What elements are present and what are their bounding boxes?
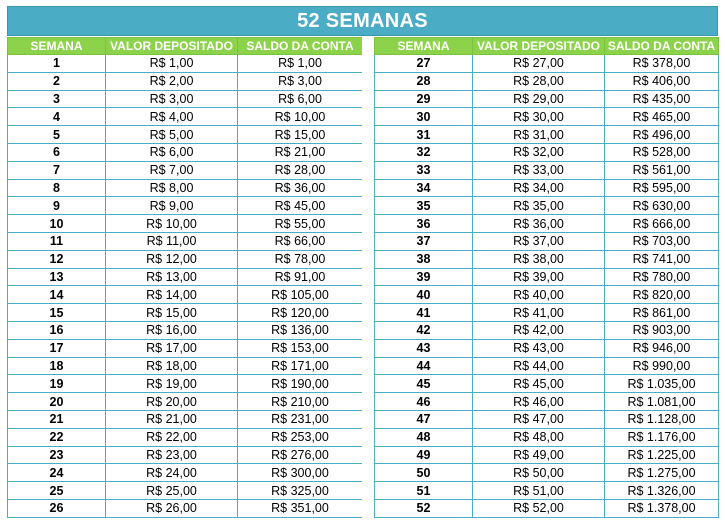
table-row	[375, 90, 719, 108]
balance-cell: R$ 435,00	[605, 90, 719, 108]
page-title: 52 SEMANAS	[7, 6, 718, 36]
week-cell: 34	[375, 179, 473, 197]
table-row	[8, 464, 363, 482]
deposit-cell: R$ 47,00	[473, 410, 605, 428]
balance-cell: R$ 136,00	[238, 321, 363, 339]
week-cell: 3	[8, 90, 106, 108]
table-row	[375, 72, 719, 90]
balance-cell: R$ 820,00	[605, 286, 719, 304]
table-row	[375, 357, 719, 375]
balance-cell: R$ 1.326,00	[605, 482, 719, 500]
balance-cell: R$ 990,00	[605, 357, 719, 375]
deposit-cell: R$ 3,00	[106, 90, 238, 108]
table-row	[8, 428, 363, 446]
balance-cell: R$ 21,00	[238, 143, 363, 161]
balance-cell: R$ 903,00	[605, 321, 719, 339]
week-cell: 24	[8, 464, 106, 482]
table-row	[375, 304, 719, 322]
balance-cell: R$ 325,00	[238, 482, 363, 500]
deposit-cell: R$ 27,00	[473, 55, 605, 73]
balance-cell: R$ 780,00	[605, 268, 719, 286]
balance-cell: R$ 171,00	[238, 357, 363, 375]
table-row	[8, 304, 363, 322]
column-header-balance: SALDO DA CONTA	[238, 38, 363, 55]
week-cell: 38	[375, 250, 473, 268]
table-row	[375, 143, 719, 161]
table-row	[375, 161, 719, 179]
balance-cell: R$ 231,00	[238, 410, 363, 428]
balance-cell: R$ 861,00	[605, 304, 719, 322]
deposit-cell: R$ 25,00	[106, 482, 238, 500]
table-row	[375, 446, 719, 464]
week-cell: 23	[8, 446, 106, 464]
week-cell: 12	[8, 250, 106, 268]
deposit-cell: R$ 36,00	[473, 215, 605, 233]
deposit-cell: R$ 33,00	[473, 161, 605, 179]
deposit-cell: R$ 34,00	[473, 179, 605, 197]
deposit-cell: R$ 17,00	[106, 339, 238, 357]
table-row	[375, 55, 719, 73]
week-cell: 13	[8, 268, 106, 286]
table-row	[8, 90, 363, 108]
balance-cell: R$ 105,00	[238, 286, 363, 304]
deposit-cell: R$ 24,00	[106, 464, 238, 482]
table-row	[8, 55, 363, 73]
week-cell: 25	[8, 482, 106, 500]
table-row	[8, 72, 363, 90]
balance-cell: R$ 10,00	[238, 108, 363, 126]
table-row	[8, 446, 363, 464]
week-cell: 46	[375, 393, 473, 411]
deposit-cell: R$ 12,00	[106, 250, 238, 268]
table-row	[8, 179, 363, 197]
deposit-cell: R$ 11,00	[106, 232, 238, 250]
deposit-cell: R$ 15,00	[106, 304, 238, 322]
balance-cell: R$ 465,00	[605, 108, 719, 126]
deposit-cell: R$ 13,00	[106, 268, 238, 286]
balance-cell: R$ 300,00	[238, 464, 363, 482]
deposit-cell: R$ 1,00	[106, 55, 238, 73]
table-row	[8, 339, 363, 357]
week-cell: 36	[375, 215, 473, 233]
balance-cell: R$ 1.035,00	[605, 375, 719, 393]
deposit-cell: R$ 49,00	[473, 446, 605, 464]
deposit-cell: R$ 37,00	[473, 232, 605, 250]
week-cell: 29	[375, 90, 473, 108]
balance-cell: R$ 66,00	[238, 232, 363, 250]
deposit-cell: R$ 20,00	[106, 393, 238, 411]
week-cell: 18	[8, 357, 106, 375]
week-cell: 47	[375, 410, 473, 428]
deposit-cell: R$ 39,00	[473, 268, 605, 286]
week-cell: 27	[375, 55, 473, 73]
balance-cell: R$ 1.176,00	[605, 428, 719, 446]
deposit-cell: R$ 43,00	[473, 339, 605, 357]
week-cell: 6	[8, 143, 106, 161]
week-cell: 10	[8, 215, 106, 233]
week-cell: 9	[8, 197, 106, 215]
table-header-row	[375, 38, 719, 55]
table-row	[8, 232, 363, 250]
deposit-cell: R$ 21,00	[106, 410, 238, 428]
balance-cell: R$ 351,00	[238, 499, 363, 517]
balance-cell: R$ 496,00	[605, 126, 719, 144]
deposit-cell: R$ 26,00	[106, 499, 238, 517]
column-header-week: SEMANA	[8, 38, 106, 55]
deposit-cell: R$ 8,00	[106, 179, 238, 197]
table-header-row	[8, 38, 363, 55]
table-row	[375, 428, 719, 446]
balance-cell: R$ 1.378,00	[605, 499, 719, 517]
table-row	[375, 126, 719, 144]
week-cell: 30	[375, 108, 473, 126]
table-row	[8, 126, 363, 144]
week-cell: 35	[375, 197, 473, 215]
column-header-deposit: VALOR DEPOSITADO	[473, 38, 605, 55]
balance-cell: R$ 528,00	[605, 143, 719, 161]
deposit-cell: R$ 48,00	[473, 428, 605, 446]
table-row	[375, 232, 719, 250]
table-row	[375, 499, 719, 517]
balance-cell: R$ 406,00	[605, 72, 719, 90]
week-cell: 42	[375, 321, 473, 339]
balance-cell: R$ 946,00	[605, 339, 719, 357]
deposit-cell: R$ 42,00	[473, 321, 605, 339]
week-cell: 31	[375, 126, 473, 144]
deposit-cell: R$ 51,00	[473, 482, 605, 500]
deposit-cell: R$ 5,00	[106, 126, 238, 144]
deposit-cell: R$ 30,00	[473, 108, 605, 126]
week-cell: 52	[375, 499, 473, 517]
table-row	[375, 321, 719, 339]
table-row	[8, 250, 363, 268]
table-row	[375, 179, 719, 197]
table-row	[375, 197, 719, 215]
table-row	[375, 215, 719, 233]
week-cell: 8	[8, 179, 106, 197]
week-cell: 16	[8, 321, 106, 339]
table-row	[8, 143, 363, 161]
deposit-cell: R$ 41,00	[473, 304, 605, 322]
week-cell: 45	[375, 375, 473, 393]
column-header-deposit: VALOR DEPOSITADO	[106, 38, 238, 55]
balance-cell: R$ 45,00	[238, 197, 363, 215]
table-row	[8, 499, 363, 517]
deposit-cell: R$ 23,00	[106, 446, 238, 464]
week-cell: 49	[375, 446, 473, 464]
balance-cell: R$ 1.081,00	[605, 393, 719, 411]
table-row	[8, 197, 363, 215]
week-cell: 17	[8, 339, 106, 357]
balance-cell: R$ 253,00	[238, 428, 363, 446]
balance-cell: R$ 190,00	[238, 375, 363, 393]
table-row	[8, 393, 363, 411]
balance-cell: R$ 6,00	[238, 90, 363, 108]
balance-cell: R$ 378,00	[605, 55, 719, 73]
table-row	[8, 321, 363, 339]
deposit-cell: R$ 28,00	[473, 72, 605, 90]
week-cell: 32	[375, 143, 473, 161]
week-cell: 2	[8, 72, 106, 90]
deposit-cell: R$ 22,00	[106, 428, 238, 446]
balance-cell: R$ 630,00	[605, 197, 719, 215]
balance-cell: R$ 28,00	[238, 161, 363, 179]
deposit-cell: R$ 38,00	[473, 250, 605, 268]
week-cell: 39	[375, 268, 473, 286]
week-cell: 21	[8, 410, 106, 428]
deposit-cell: R$ 44,00	[473, 357, 605, 375]
deposit-cell: R$ 52,00	[473, 499, 605, 517]
week-cell: 40	[375, 286, 473, 304]
weeks-table-right	[374, 37, 719, 518]
week-cell: 1	[8, 55, 106, 73]
week-cell: 5	[8, 126, 106, 144]
deposit-cell: R$ 14,00	[106, 286, 238, 304]
weeks-table-left	[7, 37, 363, 518]
balance-cell: R$ 15,00	[238, 126, 363, 144]
balance-cell: R$ 561,00	[605, 161, 719, 179]
deposit-cell: R$ 9,00	[106, 197, 238, 215]
balance-cell: R$ 91,00	[238, 268, 363, 286]
table-row	[8, 215, 363, 233]
table-row	[375, 393, 719, 411]
table-row	[375, 108, 719, 126]
deposit-cell: R$ 2,00	[106, 72, 238, 90]
balance-cell: R$ 1.275,00	[605, 464, 719, 482]
week-cell: 4	[8, 108, 106, 126]
week-cell: 14	[8, 286, 106, 304]
week-cell: 19	[8, 375, 106, 393]
deposit-cell: R$ 46,00	[473, 393, 605, 411]
balance-cell: R$ 703,00	[605, 232, 719, 250]
week-cell: 33	[375, 161, 473, 179]
week-cell: 50	[375, 464, 473, 482]
balance-cell: R$ 1.128,00	[605, 410, 719, 428]
deposit-cell: R$ 7,00	[106, 161, 238, 179]
table-body-left	[8, 55, 363, 518]
table-row	[375, 464, 719, 482]
week-cell: 26	[8, 499, 106, 517]
table-divider	[362, 37, 374, 519]
week-cell: 37	[375, 232, 473, 250]
week-cell: 44	[375, 357, 473, 375]
deposit-cell: R$ 32,00	[473, 143, 605, 161]
table-row	[8, 286, 363, 304]
deposit-cell: R$ 35,00	[473, 197, 605, 215]
deposit-cell: R$ 40,00	[473, 286, 605, 304]
balance-cell: R$ 276,00	[238, 446, 363, 464]
balance-cell: R$ 153,00	[238, 339, 363, 357]
table-body-right	[375, 55, 719, 518]
week-cell: 43	[375, 339, 473, 357]
week-cell: 11	[8, 232, 106, 250]
week-cell: 28	[375, 72, 473, 90]
balance-cell: R$ 78,00	[238, 250, 363, 268]
deposit-cell: R$ 50,00	[473, 464, 605, 482]
deposit-cell: R$ 6,00	[106, 143, 238, 161]
deposit-cell: R$ 4,00	[106, 108, 238, 126]
table-row	[375, 268, 719, 286]
balance-cell: R$ 36,00	[238, 179, 363, 197]
week-cell: 15	[8, 304, 106, 322]
table-row	[375, 250, 719, 268]
deposit-cell: R$ 19,00	[106, 375, 238, 393]
week-cell: 41	[375, 304, 473, 322]
week-cell: 7	[8, 161, 106, 179]
table-row	[375, 410, 719, 428]
table-row	[375, 482, 719, 500]
deposit-cell: R$ 31,00	[473, 126, 605, 144]
week-cell: 22	[8, 428, 106, 446]
balance-cell: R$ 55,00	[238, 215, 363, 233]
table-row	[8, 108, 363, 126]
balance-cell: R$ 120,00	[238, 304, 363, 322]
balance-cell: R$ 3,00	[238, 72, 363, 90]
table-row	[375, 375, 719, 393]
table-row	[8, 375, 363, 393]
table-row	[8, 268, 363, 286]
deposit-cell: R$ 10,00	[106, 215, 238, 233]
week-cell: 20	[8, 393, 106, 411]
table-row	[375, 339, 719, 357]
column-header-balance: SALDO DA CONTA	[605, 38, 719, 55]
week-cell: 48	[375, 428, 473, 446]
deposit-cell: R$ 29,00	[473, 90, 605, 108]
balance-cell: R$ 741,00	[605, 250, 719, 268]
table-row	[375, 286, 719, 304]
table-row	[8, 161, 363, 179]
deposit-cell: R$ 18,00	[106, 357, 238, 375]
balance-cell: R$ 1.225,00	[605, 446, 719, 464]
week-cell: 51	[375, 482, 473, 500]
table-row	[8, 410, 363, 428]
column-header-week: SEMANA	[375, 38, 473, 55]
deposit-cell: R$ 16,00	[106, 321, 238, 339]
table-row	[8, 357, 363, 375]
table-row	[8, 482, 363, 500]
balance-cell: R$ 210,00	[238, 393, 363, 411]
balance-cell: R$ 1,00	[238, 55, 363, 73]
balance-cell: R$ 666,00	[605, 215, 719, 233]
balance-cell: R$ 595,00	[605, 179, 719, 197]
deposit-cell: R$ 45,00	[473, 375, 605, 393]
